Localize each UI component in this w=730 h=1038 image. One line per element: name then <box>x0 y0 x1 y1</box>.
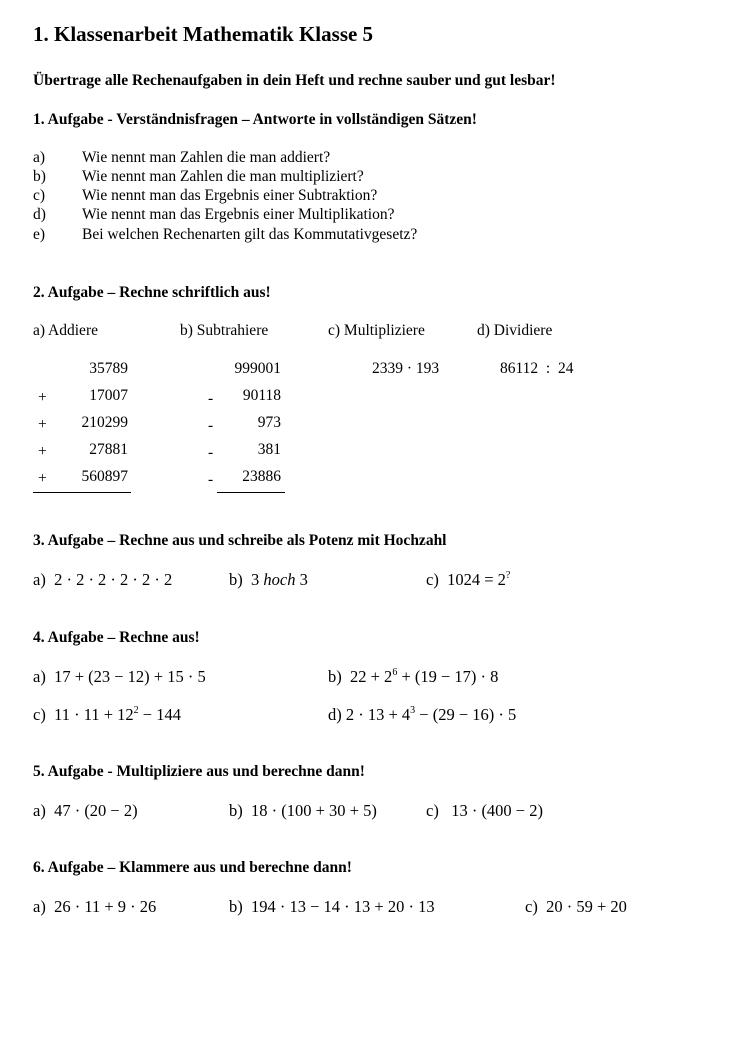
task5-c: c) 13 · (400 − 2) <box>426 801 543 820</box>
task2-heading: 2. Aufgabe – Rechne schriftlich aus! <box>33 284 271 301</box>
plus-sign: + <box>38 416 47 433</box>
question-text: Wie nennt man das Ergebnis einer Subtraktion? <box>82 187 378 204</box>
question-text: Wie nennt man Zahlen die man addiert? <box>82 149 331 166</box>
task4-b: b) $22 + 2^6 + (19 - 17) \cdot 8$ <box>328 667 499 686</box>
column-header-divide: d) Dividiere <box>477 322 553 339</box>
question-label: c) <box>33 187 46 204</box>
question-label: a) <box>33 149 46 166</box>
question-text: Bei welchen Rechenarten gilt das Kommutativgesetz? <box>82 226 418 243</box>
addend: 35789 <box>89 360 128 377</box>
task3-a: a) 2 · 2 · 2 · 2 · 2 · 2 <box>33 570 173 589</box>
plus-sign: + <box>38 470 47 487</box>
addend: 17007 <box>89 387 128 404</box>
minus-sign: - <box>208 417 214 434</box>
column-header-add: a) Addiere <box>33 322 98 339</box>
subtrahend: 23886 <box>242 468 281 485</box>
instruction: Übertrage alle Rechenaufgaben in dein Heft und rechne sauber und gut lesbar! <box>33 72 556 89</box>
subtrahend: 381 <box>257 441 281 458</box>
task6-b: b) 194 · 13 − 14 · 13 + 20 · 13 <box>229 897 435 916</box>
task4-d: d) $2 \cdot 13 + 4^3 - (29 - 16) \cdot 5$ <box>328 705 517 724</box>
question-label: d) <box>33 206 46 223</box>
sum-line <box>33 492 131 493</box>
task3-b: b) 3 hoch 3 <box>229 570 308 589</box>
page-title: 1. Klassenarbeit Mathematik Klasse 5 <box>33 22 374 46</box>
task1-heading: 1. Aufgabe - Verständnisfragen – Antworte in vollständigen Sätzen! <box>33 111 477 128</box>
difference-line <box>217 492 285 493</box>
task5-b: b) 18 · (100 + 30 + 5) <box>229 801 377 820</box>
multiplication-problem: 2339 · 193 <box>372 360 440 377</box>
subtrahend: 90118 <box>242 387 281 404</box>
addend: 210299 <box>81 414 128 431</box>
subtrahend: 973 <box>257 414 281 431</box>
plus-sign: + <box>38 443 47 460</box>
minuend: 999001 <box>234 360 281 377</box>
plus-sign: + <box>38 389 47 406</box>
task4-a: a) 17 + (23 − 12) + 15 · 5 <box>33 667 206 686</box>
task3-c: c) 1024 = 2? <box>426 570 511 589</box>
addend: 560897 <box>81 468 128 485</box>
column-header-subtract: b) Subtrahiere <box>180 322 269 339</box>
question-label: b) <box>33 168 46 185</box>
task4-heading: 4. Aufgabe – Rechne aus! <box>33 629 200 646</box>
column-header-multiply: c) Multipliziere <box>328 322 425 339</box>
question-text: Wie nennt man Zahlen die man multipliziert? <box>82 168 364 185</box>
division-problem: 86112 : 24 <box>500 360 574 377</box>
task6-a: a) 26 · 11 + 9 · 26 <box>33 897 157 916</box>
task6-heading: 6. Aufgabe – Klammere aus und berechne dann! <box>33 859 352 876</box>
task5-a: a) 47 · (20 − 2) <box>33 801 138 820</box>
task5-heading: 5. Aufgabe - Multipliziere aus und berechne dann! <box>33 763 365 780</box>
minus-sign: - <box>208 444 214 461</box>
addend: 27881 <box>89 441 128 458</box>
question-text: Wie nennt man das Ergebnis einer Multiplikation? <box>82 206 395 223</box>
task3-heading: 3. Aufgabe – Rechne aus und schreibe als Potenz mit Hochzahl <box>33 532 447 549</box>
question-label: e) <box>33 226 46 243</box>
task6-c: c) 20 · 59 + 20 <box>525 897 627 916</box>
minus-sign: - <box>208 471 214 488</box>
minus-sign: - <box>208 390 214 407</box>
task4-c: c) $11 \cdot 11 + 12^2 - 144$ <box>33 705 181 724</box>
